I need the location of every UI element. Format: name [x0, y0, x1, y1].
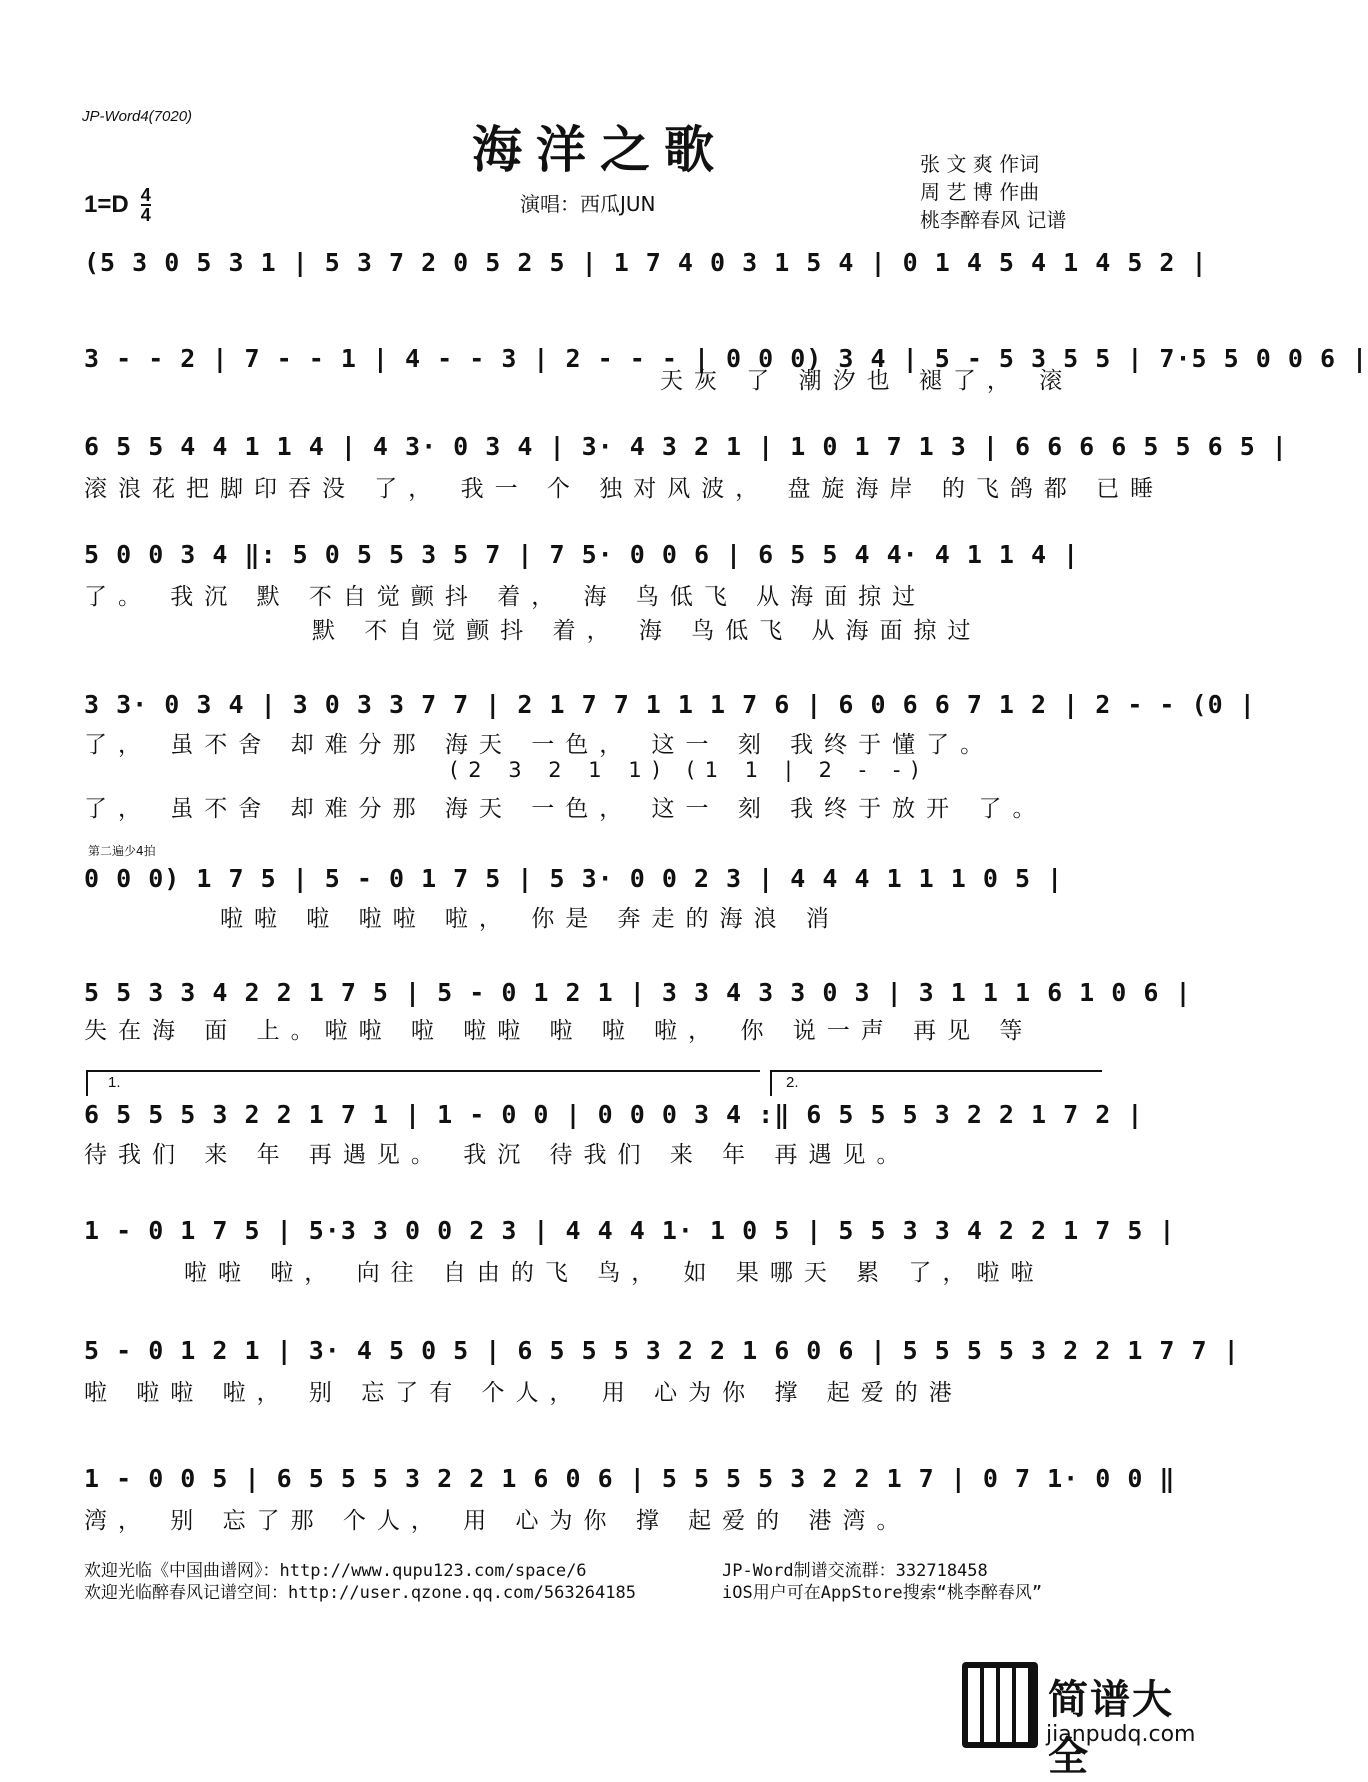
lyric-line-11: 湾， 别 忘了那 个人， 用 心为你 撑 起爱的 港湾。	[84, 1508, 911, 1534]
lyric-line-9: 啦啦 啦， 向往 自由的飞 鸟， 如 果哪天 累 了，啦啦	[184, 1260, 1045, 1286]
composer: 周 艺 博 作曲	[920, 180, 1040, 204]
credits	[920, 150, 1066, 234]
lyric-line-5-alt: (2 3 2 1 1) (1 1 | 2 - -)	[450, 758, 929, 782]
score-line-1: (5 3 0 5 3 1 | 5 3 7 2 0 5 2 5 | 1 7 4 0 3 1 5 4 | 0 1 4 5 4 1 4 5 2 |	[84, 248, 1208, 277]
lyric-line-4b: 默 不自觉颤抖 着， 海 鸟低飞 从海面掠过	[312, 618, 982, 644]
score-line-10: 5 - 0 1 2 1 | 3· 4 5 0 5 | 6 5 5 5 3 2 2 1 6 0 6 | 5 5 5 5 3 2 2 1 7 7 |	[84, 1336, 1240, 1365]
footer-ios: iOS用户可在AppStore搜索“桃李醉春风”	[722, 1583, 1043, 1603]
key-signature	[84, 186, 151, 224]
footer-link-1[interactable]: 欢迎光临《中国曲谱网》：http://www.qupu123.com/space/6	[84, 1561, 587, 1581]
score-line-7: 5 5 3 3 4 2 2 1 7 5 | 5 - 0 1 2 1 | 3 3 4 3 3 0 3 | 3 1 1 1 6 1 0 6 |	[84, 978, 1192, 1007]
watermark-url: jianpudq.com	[1046, 1722, 1196, 1747]
lyric-line-3: 滚浪花把脚印吞没 了， 我一 个 独对风波， 盘旋海岸 的飞鸽都 已睡	[84, 476, 1165, 502]
watermark-name: 简谱大全	[1048, 1677, 1174, 1780]
first-ending-bracket	[86, 1070, 760, 1096]
score-line-3: 6 5 5 4 4 1 1 4 | 4 3· 0 3 4 | 3· 4 3 2 1 | 1 0 1 7 1 3 | 6 6 6 6 5 5 6 5 |	[84, 432, 1288, 461]
second-time-note: 第二遍少4拍	[88, 844, 156, 858]
footer-right	[722, 1560, 1042, 1604]
footer-group: JP-Word制谱交流群：332718458	[722, 1561, 988, 1581]
meter-bottom: 4	[140, 205, 151, 225]
key-label: 1=D	[84, 191, 129, 218]
first-ending-label: 1.	[108, 1074, 121, 1091]
time-signature	[141, 186, 151, 224]
meter-top: 4	[140, 185, 151, 205]
software-label: JP-Word4(7020)	[82, 108, 193, 125]
score-line-9: 1 - 0 1 7 5 | 5·3 3 0 0 2 3 | 4 4 4 1· 1 0 5 | 5 5 3 3 4 2 2 1 7 5 |	[84, 1216, 1176, 1245]
score-line-11: 1 - 0 0 5 | 6 5 5 5 3 2 2 1 6 0 6 | 5 5 5 5 3 2 2 1 7 | 0 7 1· 0 0 ‖	[84, 1464, 1176, 1493]
song-title: 海洋之歌	[472, 120, 728, 179]
score-line-8: 6 5 5 5 3 2 2 1 7 1 | 1 - 0 0 | 0 0 0 3 4 :‖ 6 5 5 5 3 2 2 1 7 2 |	[84, 1100, 1144, 1129]
lyricist: 张 文 爽 作词	[920, 152, 1040, 176]
lyric-line-6: 啦啦 啦 啦啦 啦， 你是 奔走的海浪 消	[220, 906, 840, 932]
lyric-line-10: 啦 啦啦 啦， 别 忘了有 个人， 用 心为你 撑 起爱的港	[84, 1380, 963, 1406]
transcriber: 桃李醉春风 记谱	[920, 208, 1067, 232]
lyric-line-4a: 了。 我沉 默 不自觉颤抖 着， 海 鸟低飞 从海面掠过	[84, 584, 927, 610]
score-line-6: 0 0 0) 1 7 5 | 5 - 0 1 7 5 | 5 3· 0 0 2 3 | 4 4 4 1 1 1 0 5 |	[84, 864, 1064, 893]
score-line-4: 5 0 0 3 4 ‖: 5 0 5 5 3 5 7 | 7 5· 0 0 6 | 6 5 5 4 4· 4 1 1 4 |	[84, 540, 1080, 569]
lyric-line-5a: 了， 虽不舍 却难分那 海天 一色， 这一 刻 我终于懂了。	[84, 732, 995, 758]
footer-left	[84, 1560, 636, 1604]
lyric-line-5b: 了， 虽不舍 却难分那 海天 一色， 这一 刻 我终于放开 了。	[84, 796, 1047, 822]
score-line-2: 3 - - 2 | 7 - - 1 | 4 - - 3 | 2 - - - | 0 0 0) 3 4 | 5 - 5 3 5 5 | 7·5 5 0 0 6 |	[84, 344, 1368, 373]
footer-link-2[interactable]: 欢迎光临醉春风记谱空间：http://user.qzone.qq.com/563264185	[84, 1583, 636, 1603]
lyric-line-7: 失在海 面 上。啦啦 啦 啦啦 啦 啦 啦， 你 说一声 再见 等	[84, 1018, 1034, 1044]
second-ending-bracket	[770, 1070, 1102, 1096]
score-line-5: 3 3· 0 3 4 | 3 0 3 3 7 7 | 2 1 7 7 1 1 1 7 6 | 6 0 6 6 7 1 2 | 2 - - (0 |	[84, 690, 1256, 719]
lyric-line-2: 天灰 了 潮汐也 褪了， 滚	[660, 368, 1074, 394]
lyric-line-8: 待我们 来 年 再遇见。 我沉 待我们 来 年 再遇见。	[84, 1142, 911, 1168]
second-ending-label: 2.	[786, 1074, 799, 1091]
singer: 演唱：西瓜JUN	[520, 192, 656, 216]
